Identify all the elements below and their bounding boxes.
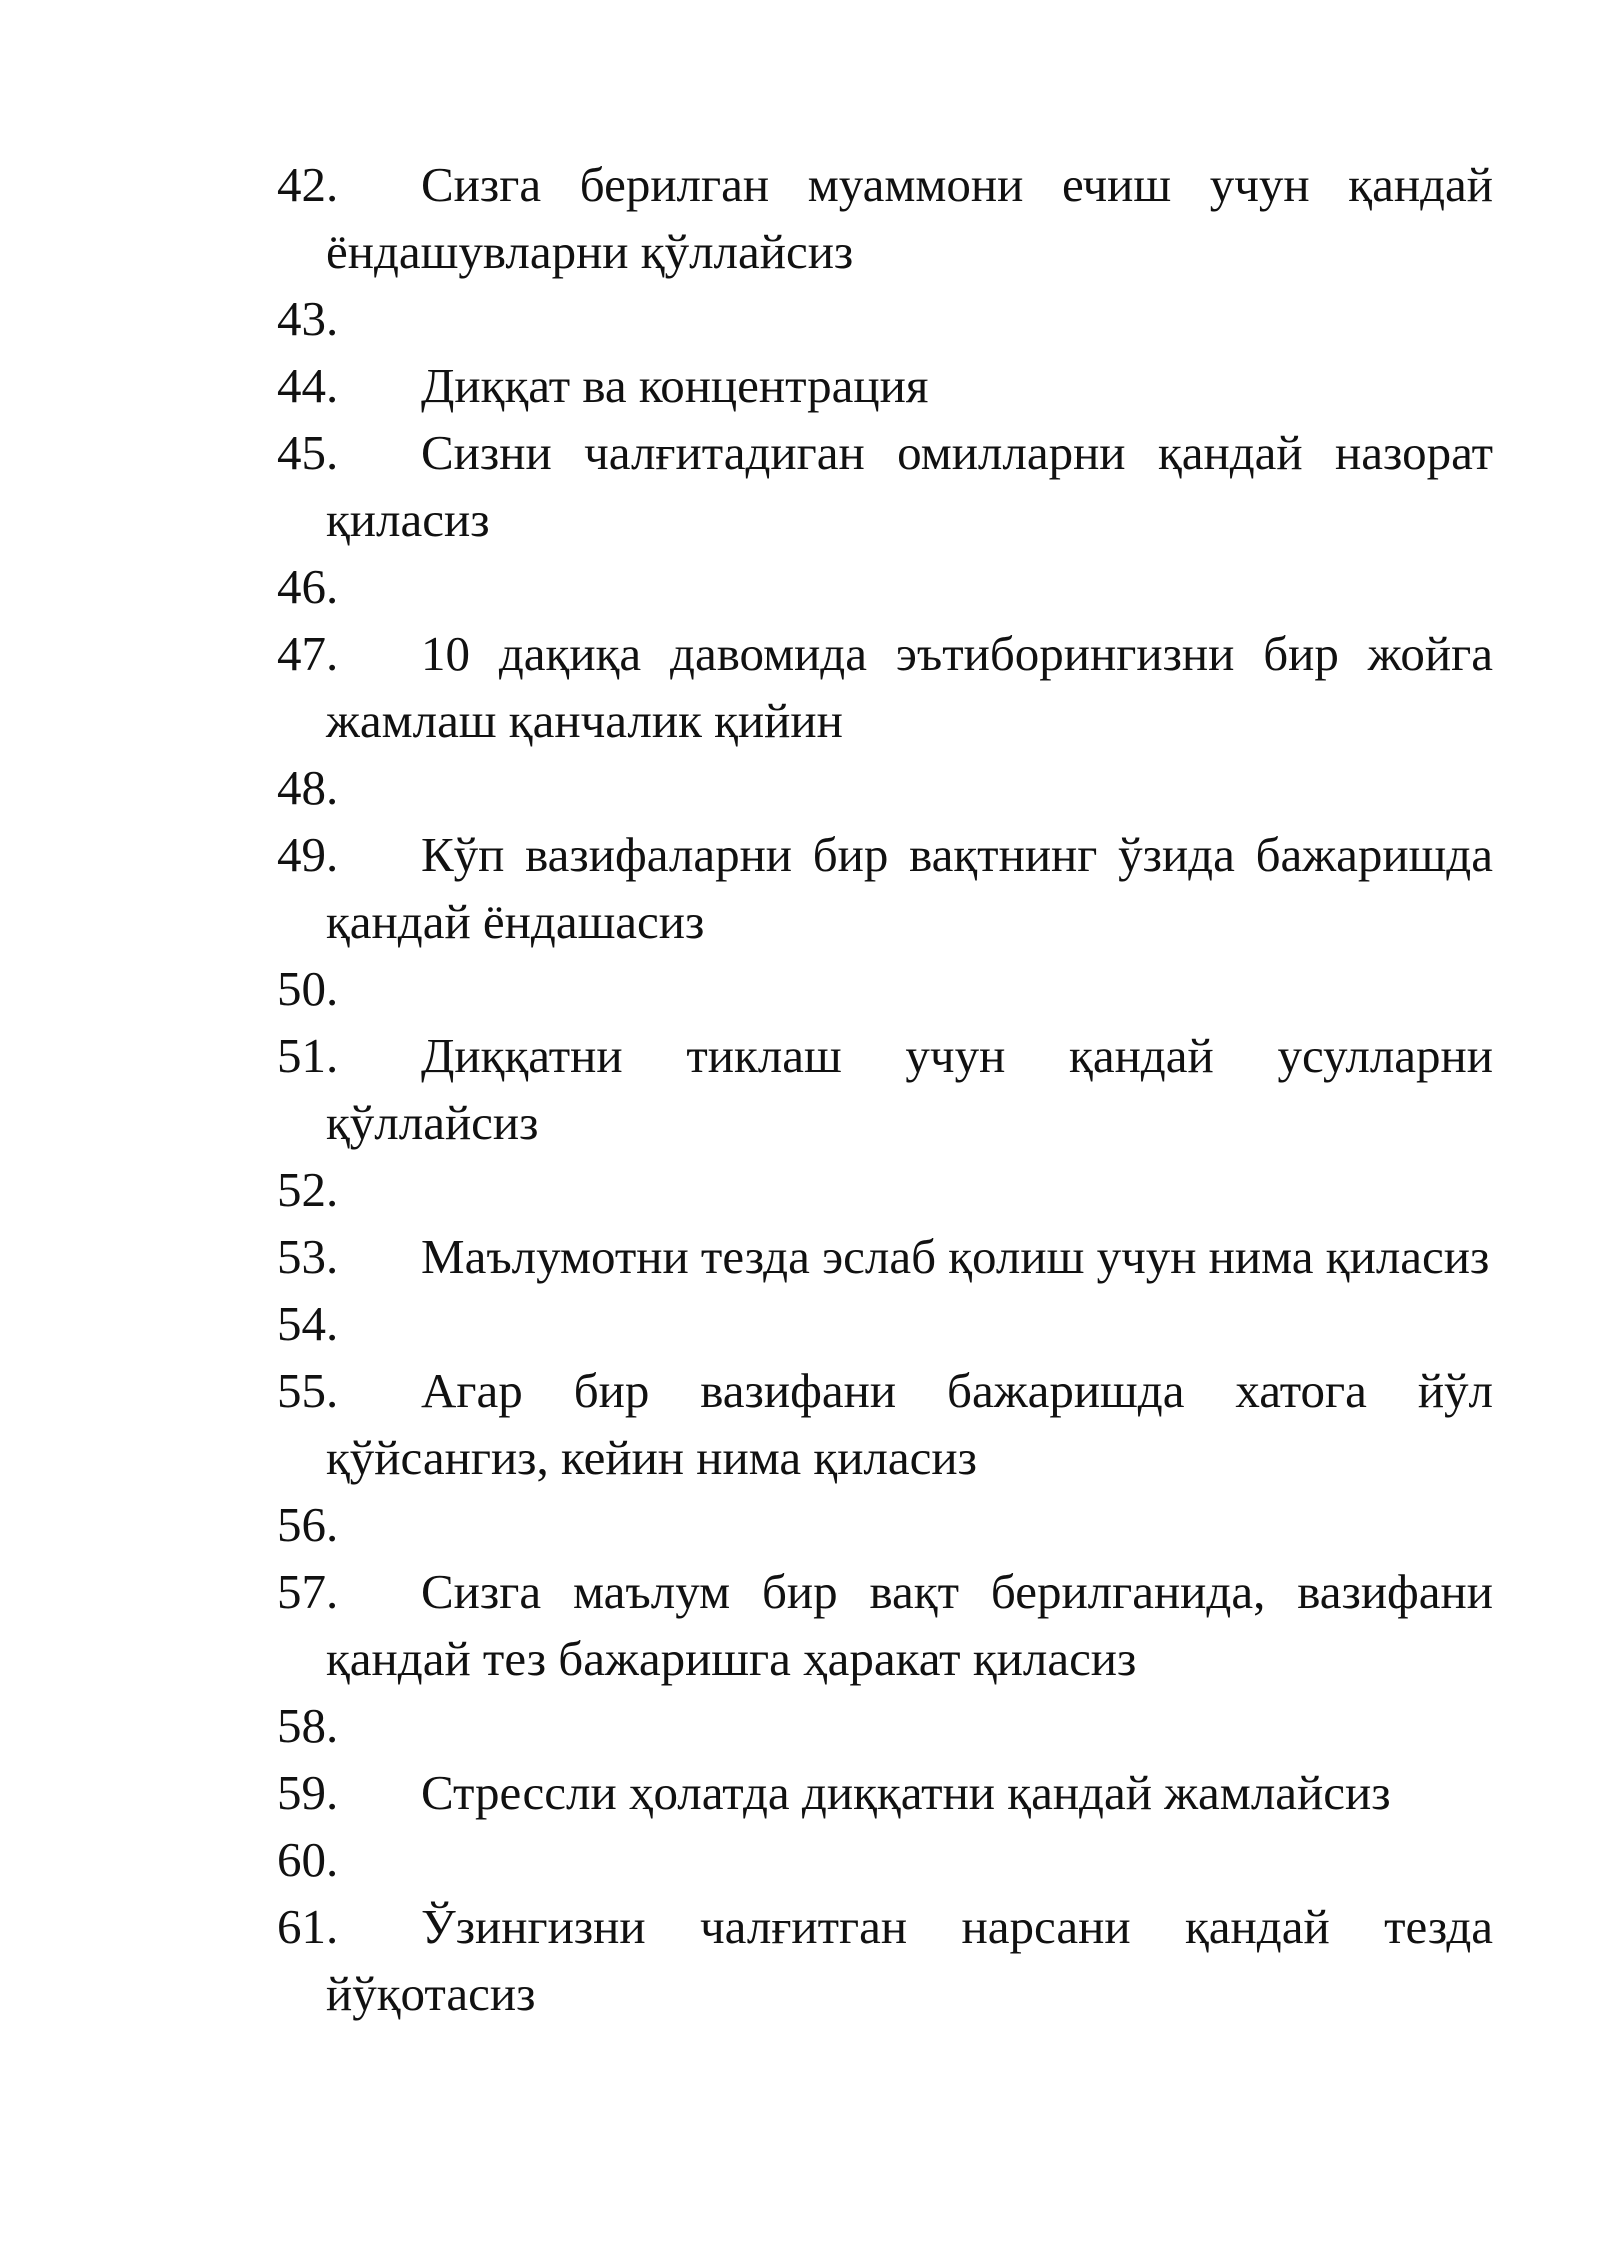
item-text: Ўзингизни чалғитган нарсани қандай тезда йўқотасиз xyxy=(326,1899,1493,2021)
list-item xyxy=(277,955,1493,1022)
item-number: 58. xyxy=(277,1698,339,1753)
list-item xyxy=(277,1826,1493,1893)
item-text: Кўп вазифаларни бир вақтнинг ўзида бажаришда қандай ёндашасиз xyxy=(326,827,1493,949)
list-item xyxy=(277,754,1493,821)
list-item xyxy=(277,1223,1493,1290)
item-number: 51. xyxy=(277,1028,339,1083)
item-text: Агар бир вазифани бажаришда хатога йўл қўйсангиз, кейин нима қиласиз xyxy=(326,1363,1493,1485)
item-number: 57. xyxy=(277,1564,339,1619)
item-number: 59. xyxy=(277,1765,339,1820)
list-item xyxy=(277,1759,1493,1826)
item-text: Стрессли ҳолатда диққатни қандай жамлайсиз xyxy=(421,1765,1391,1820)
list-item xyxy=(277,1357,1493,1491)
item-number: 52. xyxy=(277,1162,339,1217)
item-number: 55. xyxy=(277,1363,339,1418)
list-item xyxy=(277,1491,1493,1558)
list-item xyxy=(277,1022,1493,1156)
item-number: 46. xyxy=(277,559,339,614)
list-item xyxy=(277,553,1493,620)
item-number: 60. xyxy=(277,1832,339,1887)
list-item xyxy=(277,352,1493,419)
item-number: 48. xyxy=(277,760,339,815)
item-text: 10 дақиқа давомида эътиборингизни бир жойга жамлаш қанчалик қийин xyxy=(326,626,1493,748)
list-item xyxy=(277,1558,1493,1692)
item-number: 61. xyxy=(277,1899,339,1954)
item-number: 56. xyxy=(277,1497,339,1552)
list-item xyxy=(277,151,1493,285)
list-item xyxy=(277,1156,1493,1223)
list-item xyxy=(277,620,1493,754)
item-number: 42. xyxy=(277,157,339,212)
item-text: Сизга маълум бир вақт берилганида, вазифани қандай тез бажаришга ҳаракат қиласиз xyxy=(326,1564,1493,1686)
item-number: 49. xyxy=(277,827,339,882)
item-number: 43. xyxy=(277,291,339,346)
list-item xyxy=(277,285,1493,352)
item-number: 45. xyxy=(277,425,339,480)
item-text: Сизга берилган муаммони ечиш учун қандай ёндашувларни қўллайсиз xyxy=(326,157,1493,279)
item-number: 47. xyxy=(277,626,339,681)
list-item xyxy=(277,1692,1493,1759)
item-text: Сизни чалғитадиган омилларни қандай назорат қиласиз xyxy=(326,425,1493,547)
item-number: 50. xyxy=(277,961,339,1016)
item-number: 44. xyxy=(277,358,339,413)
item-number: 53. xyxy=(277,1229,339,1284)
numbered-question-list xyxy=(277,151,1493,2027)
item-text: Маълумотни тезда эслаб қолиш учун нима қиласиз xyxy=(421,1229,1490,1284)
item-text: Диққатни тиклаш учун қандай усулларни қўллайсиз xyxy=(326,1028,1493,1150)
item-number: 54. xyxy=(277,1296,339,1351)
list-item xyxy=(277,1290,1493,1357)
list-item xyxy=(277,821,1493,955)
list-item xyxy=(277,419,1493,553)
list-item xyxy=(277,1893,1493,2027)
item-text: Диққат ва концентрация xyxy=(421,358,929,413)
